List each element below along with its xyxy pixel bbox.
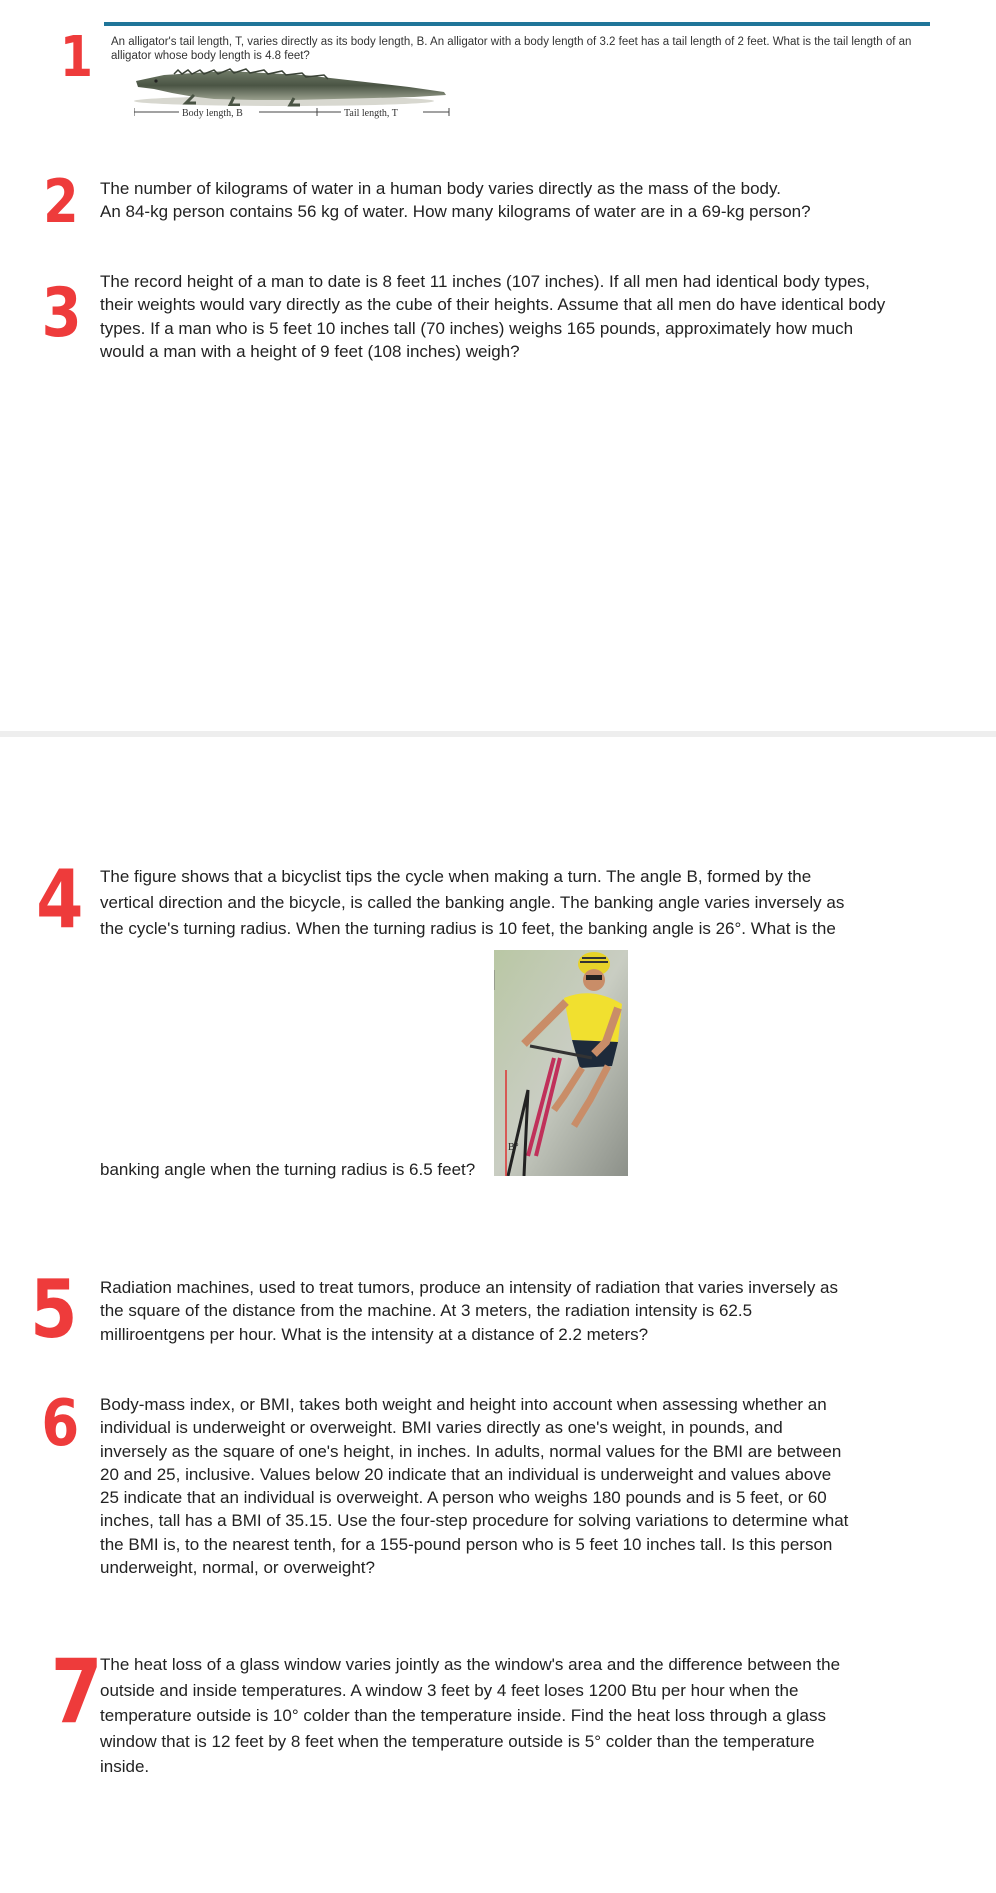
problem-6-line: inches, tall has a BMI of 35.15. Use the four-step procedure for solving variations to determine what (100, 1511, 849, 1531)
problem-5-text (100, 1276, 838, 1346)
problem-number-4: 4 (36, 853, 84, 946)
problem-7-line: outside and inside temperatures. A window 3 feet by 4 feet loses 1200 Btu per hour when the (100, 1680, 799, 1700)
problem-6-line: individual is underweight or overweight. BMI varies directly as one's weight, in pounds, and (100, 1418, 783, 1438)
problem-number-7: 7 (50, 1640, 103, 1743)
problem-4-caption: banking angle when the turning radius is 6.5 feet? (100, 1160, 476, 1179)
problem-number-5: 5 (30, 1263, 78, 1356)
problem-2-text (100, 177, 811, 224)
problem-number-6: 6 (41, 1387, 80, 1461)
problem-6-text (100, 1393, 848, 1579)
header-rule (104, 22, 930, 26)
problem-4-text (100, 864, 844, 942)
problem-4-line: vertical direction and the bicycle, is called the banking angle. The banking angle varies inversely as (100, 893, 845, 912)
problem-3-line: would a man with a height of 9 feet (108 inches) weigh? (100, 341, 520, 361)
problem-5-line: milliroentgens per hour. What is the intensity at a distance of 2.2 meters? (100, 1324, 649, 1344)
bicyclist-figure (494, 950, 628, 1176)
problem-5-line: Radiation machines, used to treat tumors, produce an intensity of radiation that varies inversely as (100, 1278, 838, 1297)
problem-7-line: temperature outside is 10° colder than the temperature inside. Find the heat loss through a glass (100, 1706, 826, 1725)
problem-number-3: 3 (41, 274, 82, 353)
problem-number-2: 2 (43, 167, 79, 237)
problem-7-text (100, 1652, 840, 1780)
page-divider (0, 731, 996, 737)
problem-4-line: The figure shows that a bicyclist tips the cycle when making a turn. The angle B, formed by the (100, 867, 812, 886)
problem-6-line: Body-mass index, or BMI, takes both weight and height into account when assessing whether an (100, 1395, 827, 1414)
problem-1-text: An alligator's tail length, T, varies directly as its body length, B. An alligator with a body length of 3.2 feet has a tail length of 2 feet. What is the tail length of an alligator whose body length is 4.8 feet? (111, 36, 912, 62)
problem-3-line: types. If a man who is 5 feet 10 inches tall (70 inches) weighs 165 pounds, approximately how much (100, 318, 854, 338)
problem-3-line: The record height of a man to date is 8 feet 11 inches (107 inches). If all men had identical body types, (100, 272, 870, 291)
problem-6-line: 20 and 25, inclusive. Values below 20 indicate that an individual is underweight and values above (100, 1464, 832, 1484)
problem-4-line: the cycle's turning radius. When the turning radius is 10 feet, the banking angle is 26°. What is the (100, 919, 836, 938)
problem-6-line: the BMI is, to the nearest tenth, for a 155-pound person who is 5 feet 10 inches tall. Is this person (100, 1534, 833, 1554)
alligator-figure (134, 65, 452, 133)
problem-6-line: inversely as the square of one's height, in inches. In adults, normal values for the BMI are between (100, 1441, 842, 1461)
tail-length-label: Tail length, T (344, 108, 398, 119)
problem-6-line: underweight, normal, or overweight? (100, 1558, 375, 1578)
problem-7-line: window that is 12 feet by 8 feet when the temperature outside is 5° colder than the temperature (100, 1731, 815, 1751)
problem-number-1: 1 (59, 25, 94, 90)
problem-3-line: their weights would vary directly as the cube of their heights. Assume that all men do have identical body (100, 295, 886, 315)
problem-7-line: The heat loss of a glass window varies jointly as the window's area and the difference between the (100, 1655, 841, 1674)
problem-7-line: inside. (100, 1757, 150, 1776)
problem-5-line: the square of the distance from the machine. At 3 meters, the radiation intensity is 62.5 (100, 1301, 753, 1321)
body-length-label: Body length, B (182, 108, 243, 119)
problem-2-line: An 84-kg person contains 56 kg of water. How many kilograms of water are in a 69-kg person? (100, 202, 811, 222)
problem-3-text (100, 270, 885, 363)
problem-2-line: The number of kilograms of water in a human body varies directly as the mass of the body. (100, 179, 781, 198)
problem-6-line: 25 indicate that an individual is overweight. A person who weighs 180 pounds and is 5 feet, or 60 (100, 1488, 827, 1508)
banking-angle-label: B° (508, 1142, 519, 1153)
